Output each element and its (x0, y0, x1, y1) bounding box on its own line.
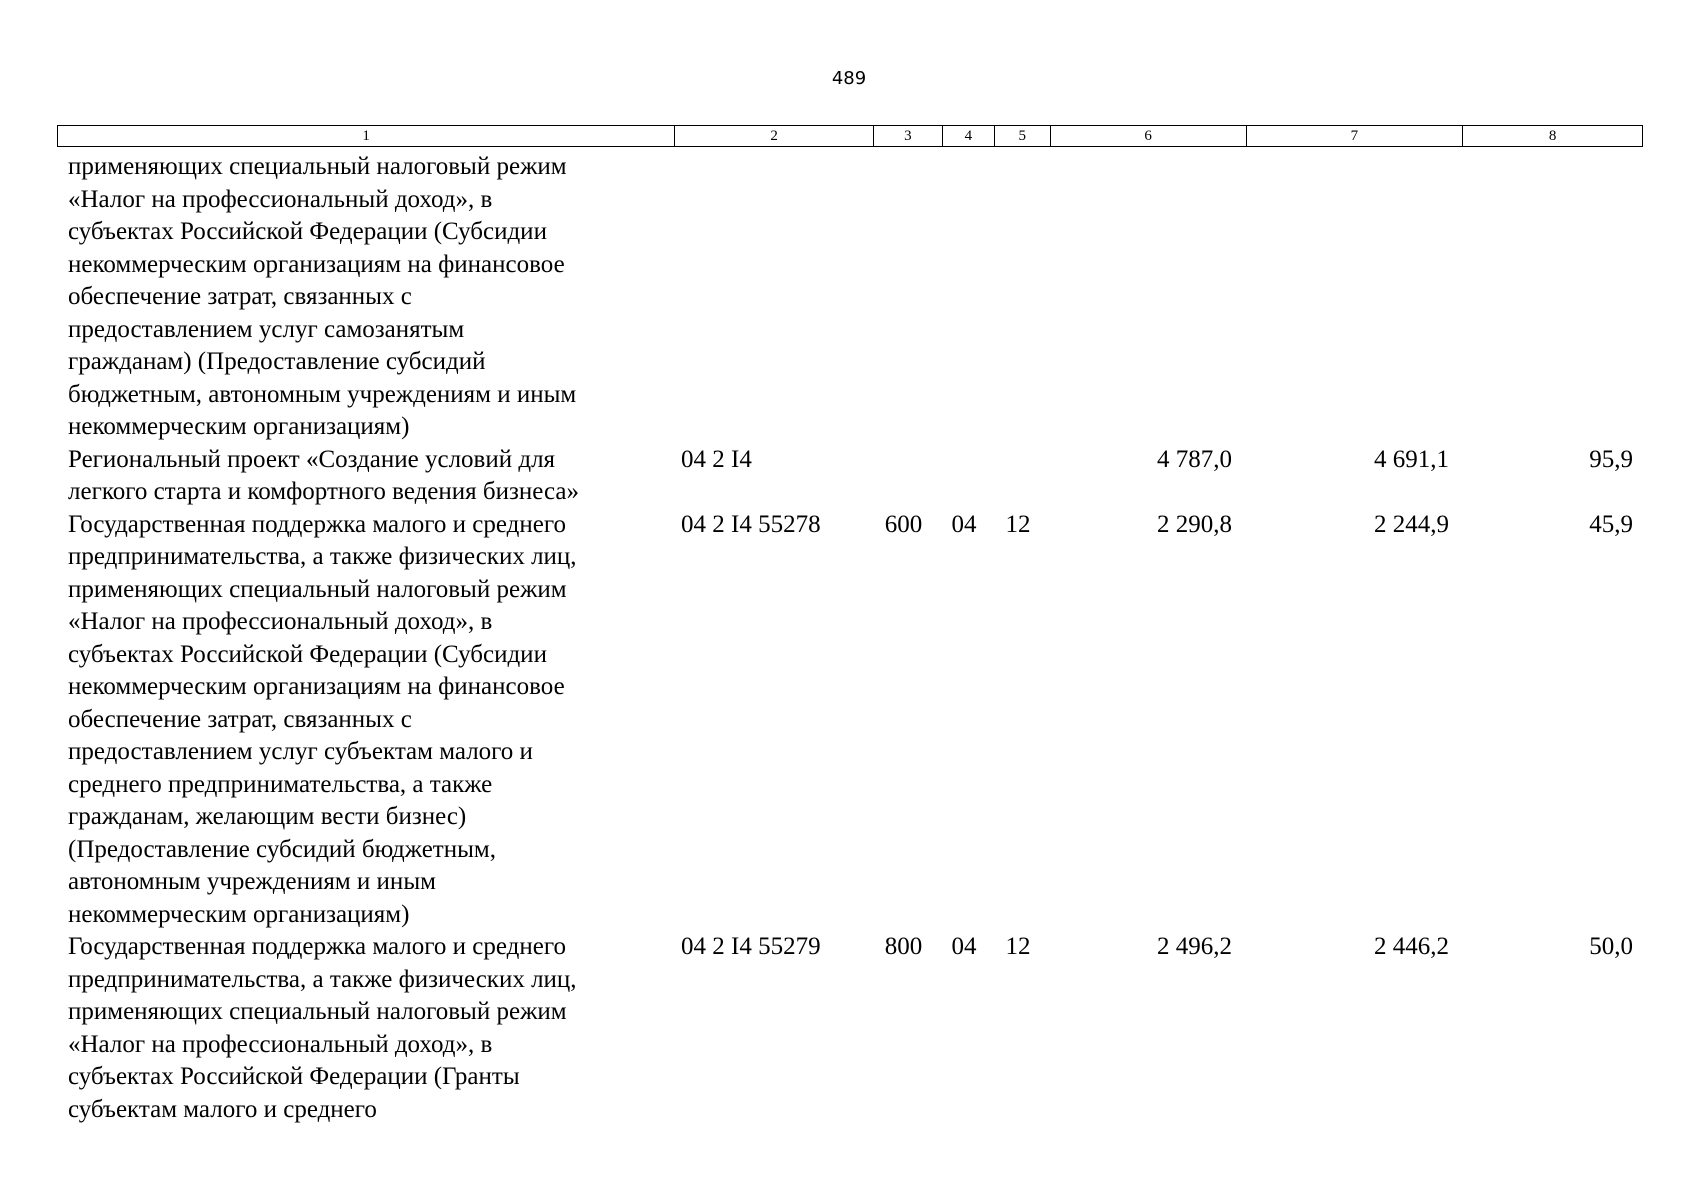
row-code: 04 2 I4 (681, 445, 752, 473)
description-line: «Налог на профессиональный доход», в (68, 185, 493, 213)
row-description (57, 444, 670, 509)
row-value-8: 50,0 (1589, 933, 1633, 960)
description-line: субъектах Российской Федерации (Субсидии (68, 218, 547, 245)
page-number: 489 (831, 68, 867, 89)
row-rz: 04 (951, 510, 977, 538)
description-line: предпринимательства, а также физических лиц, (68, 543, 577, 570)
row-code: 04 2 I4 55279 (681, 933, 821, 960)
description-line: некоммерческим организациям на финансовое (68, 250, 565, 278)
description-line: некоммерческим организациям) (68, 900, 410, 928)
description-line: субъектах Российской Федерации (Субсидии (68, 640, 547, 668)
row-vr: 600 (884, 510, 923, 538)
row-rz: 04 (951, 933, 977, 960)
description-line: обеспечение затрат, связанных с (68, 283, 412, 310)
header-col-2: 2 (675, 126, 874, 146)
row-description (57, 931, 670, 1126)
description-line: применяющих специальный налоговый режим (68, 153, 567, 180)
table-header (57, 125, 1643, 147)
description-line: некоммерческим организациям) (68, 413, 410, 440)
row-description (57, 151, 670, 444)
header-col-1: 1 (58, 126, 675, 146)
description-line: автономным учреждениям и иным (68, 868, 436, 895)
table-row (57, 931, 1643, 1126)
header-col-3: 3 (874, 126, 943, 146)
header-col-5: 5 (995, 126, 1051, 146)
description-line: применяющих специальный налоговый режим (68, 575, 567, 603)
header-col-8: 8 (1548, 128, 1557, 144)
table-row (57, 444, 1643, 509)
description-line: обеспечение затрат, связанных с (68, 705, 412, 733)
table-row (57, 151, 1643, 444)
row-value-6: 2 496,2 (1157, 933, 1232, 960)
header-col-7: 7 (1247, 126, 1464, 146)
description-line: субъектам малого и среднего (68, 1095, 377, 1123)
table-body (57, 151, 1643, 1126)
description-line: Государственная поддержка малого и среднего (68, 933, 566, 960)
description-line: «Налог на профессиональный доход», в (68, 608, 493, 635)
description-line: среднего предпринимательства, а также (68, 770, 493, 798)
row-value-7: 4 691,1 (1374, 445, 1449, 473)
description-line: предоставлением услуг субъектам малого и (68, 738, 533, 765)
description-line: гражданам) (Предоставление субсидий (68, 348, 486, 375)
description-line: (Предоставление субсидий бюджетным, (68, 835, 496, 863)
row-value-8: 95,9 (1589, 445, 1633, 473)
header-col-4: 4 (943, 126, 995, 146)
row-code: 04 2 I4 55278 (681, 510, 821, 538)
row-value-8: 45,9 (1589, 510, 1633, 538)
description-line: Государственная поддержка малого и среднего (68, 510, 566, 538)
row-value-7: 2 244,9 (1374, 510, 1449, 538)
header-col-6: 6 (1051, 126, 1247, 146)
description-line: некоммерческим организациям на финансовое (68, 673, 565, 700)
row-description (57, 509, 670, 932)
table-row (57, 509, 1643, 932)
row-pr: 12 (1005, 933, 1031, 960)
description-line: гражданам, желающим вести бизнес) (68, 803, 467, 830)
description-line: предпринимательства, а также физических лиц, (68, 965, 577, 993)
description-line: «Налог на профессиональный доход», в (68, 1030, 493, 1058)
row-value-7: 2 446,2 (1374, 933, 1449, 960)
description-line: легкого старта и комфортного ведения бизнеса» (68, 478, 579, 505)
description-line: предоставлением услуг самозанятым (68, 315, 465, 343)
description-line: бюджетным, автономным учреждениям и иным (68, 380, 577, 408)
row-value-6: 2 290,8 (1157, 510, 1232, 538)
row-pr: 12 (1005, 510, 1031, 538)
row-value-6: 4 787,0 (1157, 445, 1232, 473)
description-line: субъектах Российской Федерации (Гранты (68, 1063, 520, 1090)
row-vr: 800 (884, 933, 923, 960)
description-line: Региональный проект «Создание условий для (68, 445, 556, 473)
description-line: применяющих специальный налоговый режим (68, 998, 567, 1025)
